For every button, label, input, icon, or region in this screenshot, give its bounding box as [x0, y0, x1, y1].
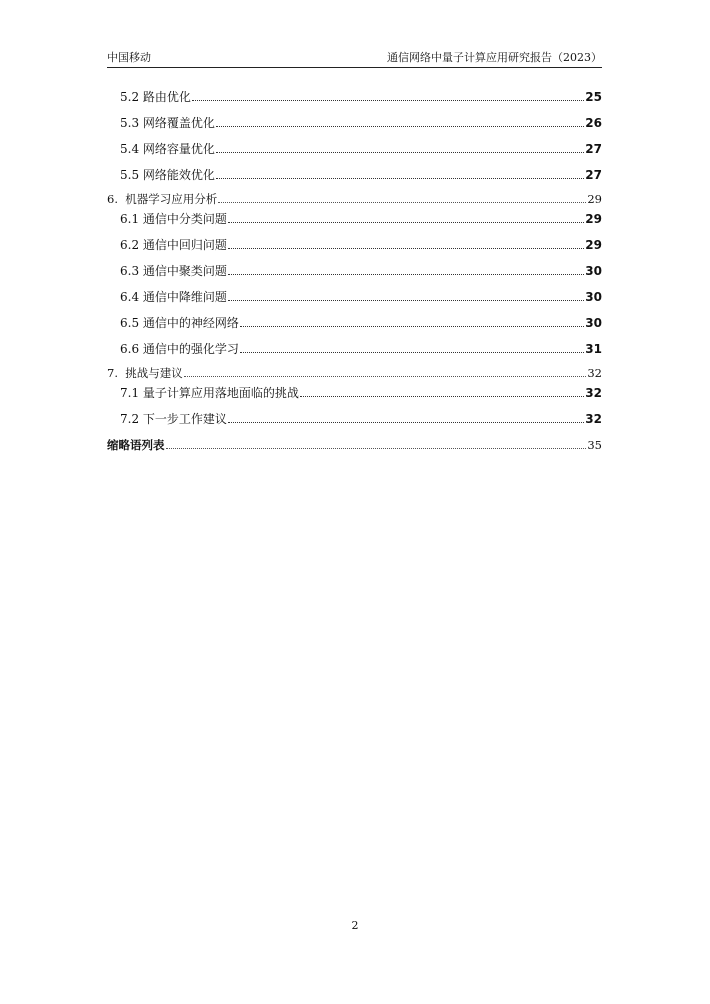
page-number: 2: [351, 919, 359, 932]
toc-entry-6-4[interactable]: [120, 289, 602, 305]
toc-entry-6-3[interactable]: [120, 263, 602, 279]
toc-entry-title: 5.4 网络容量优化: [120, 142, 215, 156]
toc-entry-title: 6. 机器学习应用分析: [107, 192, 218, 206]
toc-entry-5-5[interactable]: [120, 167, 602, 183]
dot-leader: [228, 422, 584, 423]
dot-leader: [228, 222, 584, 223]
dot-leader: [218, 202, 586, 203]
toc-entry-title: 6.1 通信中分类问题: [120, 212, 227, 226]
toc-entry-7-2[interactable]: [120, 411, 602, 427]
dot-leader: [216, 178, 584, 179]
toc-entry-6-5[interactable]: [120, 315, 602, 331]
toc-entry-5-2[interactable]: [120, 89, 602, 105]
header-report-title: 通信网络中量子计算应用研究报告（2023）: [387, 51, 602, 64]
toc-entry-title: 6.2 通信中回归问题: [120, 238, 227, 252]
toc-entry-page: 27: [585, 168, 602, 182]
toc-entry-page: 29: [587, 192, 602, 206]
toc-entry-page: 25: [585, 90, 602, 104]
dot-leader: [216, 152, 584, 153]
dot-leader: [240, 326, 584, 327]
toc-entry-title: 5.5 网络能效优化: [120, 168, 215, 182]
dot-leader: [184, 376, 587, 377]
toc-entry-page: 32: [587, 366, 602, 380]
toc-entry-page: 35: [587, 438, 602, 452]
toc-entry-page: 29: [585, 212, 602, 226]
header-organization: 中国移动: [107, 51, 151, 64]
toc-entry-title: 6.5 通信中的神经网络: [120, 316, 239, 330]
toc-entry-chapter-7[interactable]: [107, 365, 602, 381]
toc-entry-title: 缩略语列表: [107, 438, 165, 452]
dot-leader: [216, 126, 584, 127]
toc-entry-title: 7. 挑战与建议: [107, 366, 183, 380]
toc-entry-6-2[interactable]: [120, 237, 602, 253]
dot-leader: [240, 352, 584, 353]
dot-leader: [300, 396, 584, 397]
toc-entry-page: 27: [585, 142, 602, 156]
toc-entry-page: 29: [585, 238, 602, 252]
toc-entry-title: 6.3 通信中聚类问题: [120, 264, 227, 278]
toc-entry-7-1[interactable]: [120, 385, 602, 401]
toc-entry-page: 32: [585, 412, 602, 426]
dot-leader: [166, 448, 587, 449]
dot-leader: [228, 248, 584, 249]
toc-entry-abbreviations[interactable]: [107, 437, 602, 453]
toc-entry-5-4[interactable]: [120, 141, 602, 157]
toc-entry-page: 30: [585, 264, 602, 278]
toc-entry-page: 32: [585, 386, 602, 400]
dot-leader: [228, 300, 584, 301]
toc-entry-page: 30: [585, 316, 602, 330]
toc-entry-title: 6.6 通信中的强化学习: [120, 342, 239, 356]
header-rule: [107, 67, 602, 68]
running-header: [107, 50, 602, 66]
dot-leader: [228, 274, 584, 275]
toc-entry-title: 6.4 通信中降维问题: [120, 290, 227, 304]
toc-entry-page: 30: [585, 290, 602, 304]
toc-entry-page: 31: [585, 342, 602, 356]
toc-entry-6-1[interactable]: [120, 211, 602, 227]
toc-entry-title: 7.1 量子计算应用落地面临的挑战: [120, 386, 299, 400]
dot-leader: [192, 100, 584, 101]
toc-entry-chapter-6[interactable]: [107, 191, 602, 207]
toc-entry-title: 5.2 路由优化: [120, 90, 191, 104]
toc-entry-title: 7.2 下一步工作建议: [120, 412, 227, 426]
toc-entry-page: 26: [585, 116, 602, 130]
toc-entry-5-3[interactable]: [120, 115, 602, 131]
toc-entry-6-6[interactable]: [120, 341, 602, 357]
toc-entry-title: 5.3 网络覆盖优化: [120, 116, 215, 130]
